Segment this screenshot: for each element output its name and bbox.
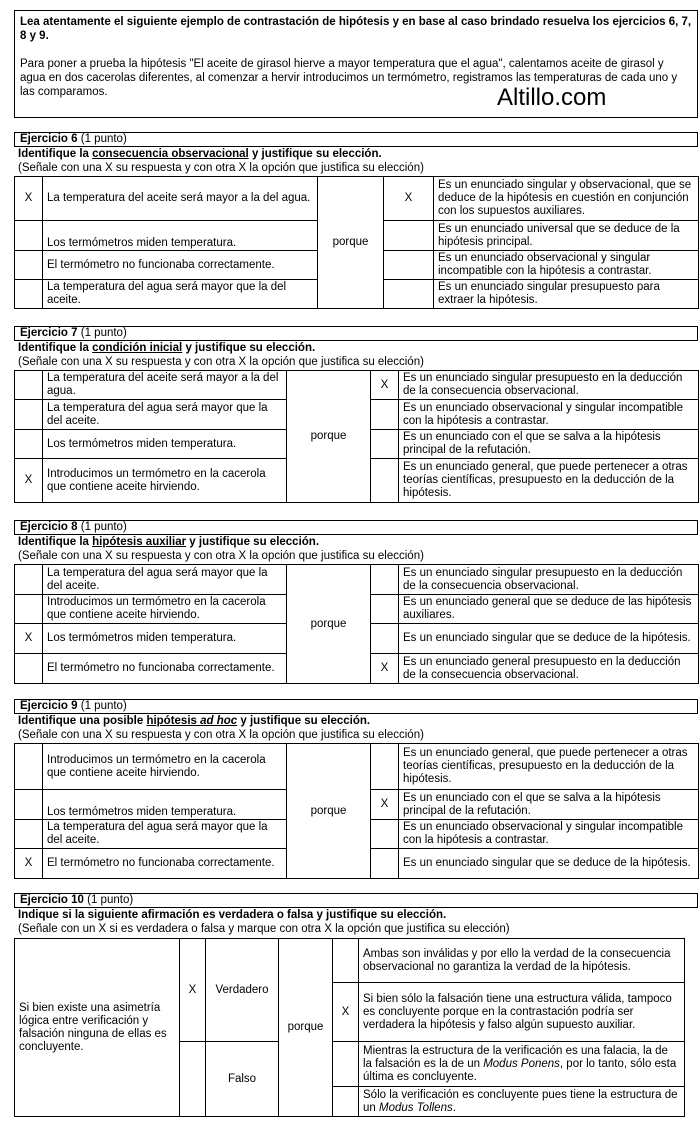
ex8-concept: hipótesis auxiliar: [92, 536, 187, 548]
ex9-right-option-4: Es un enunciado singular que se deduce de la hipótesis.: [399, 849, 699, 879]
ex7-left-option-4: Introducimos un termómetro en la cacerola que contiene aceite hirviendo.: [43, 459, 287, 503]
ex7-left-option-3: Los termómetros miden temperatura.: [43, 430, 287, 459]
ex9-left-option-1: Introducimos un termómetro en la cacerola que contiene aceite hirviendo.: [43, 744, 287, 790]
ex9-points: (1 punto): [80, 700, 127, 712]
ex10-header: [14, 893, 698, 908]
ex9-header: [14, 699, 698, 714]
ex7-left-mark-4[interactable]: X: [15, 459, 43, 503]
ex9-right-mark-4[interactable]: [371, 849, 399, 879]
ex8-porque: porque: [287, 565, 371, 684]
ex6-left-option-1: La temperatura del aceite será mayor a la del agua.: [43, 177, 318, 221]
ex6-left-mark-4[interactable]: [15, 280, 43, 309]
ex8-points: (1 punto): [80, 521, 127, 533]
ex10-false-label: Falso: [206, 1042, 279, 1117]
ex10-right-mark-1[interactable]: [333, 939, 359, 983]
ex7-header: [14, 326, 698, 341]
ex10-right-option-3: Mientras la estructura de la verificación es una falacia, la de la falsación es la de un Modus Ponens, por lo tanto, sólo esta última es concluyente.: [359, 1042, 685, 1087]
ex9-right-option-2: Es un enunciado con el que se salva a la hipótesis principal de la refutación.: [399, 790, 699, 820]
ex9-right-mark-1[interactable]: [371, 744, 399, 790]
ex10-table: [14, 938, 685, 1117]
ex7-left-mark-1[interactable]: [15, 371, 43, 400]
ex9-left-mark-3[interactable]: [15, 820, 43, 849]
ex9-left-option-3: La temperatura del agua será mayor que la del aceite.: [43, 820, 287, 849]
ex10-right-option-1: Ambas son inválidas y por ello la verdad de la consecuencia observacional no garantiza la verdad de la hipótesis.: [359, 939, 685, 983]
ex9-right-option-3: Es un enunciado observacional y singular incompatible con la hipótesis a contrastar.: [399, 820, 699, 849]
watermark: Altillo.com: [497, 84, 607, 111]
ex6-right-option-2: Es un enunciado universal que se deduce de la hipótesis principal.: [434, 221, 699, 251]
ex6-points: (1 punto): [80, 133, 127, 145]
ex7-title: Ejercicio 7: [20, 327, 78, 339]
ex6-right-option-1: Es un enunciado singular y observacional, que se deduce de la hipótesis en cuestión en conjunción con los supuestos auxiliares.: [434, 177, 699, 221]
ex9-concept-italic: ad hoc: [200, 715, 238, 727]
ex6-table: [14, 176, 699, 309]
ex8-sub: (Señale con una X su respuesta y con otra X la opción que justifica su elección): [18, 550, 424, 562]
ex6-left-mark-1[interactable]: X: [15, 177, 43, 221]
ex8-right-option-1: Es un enunciado singular presupuesto en la deducción de la consecuencia observacional.: [399, 565, 699, 595]
ex8-right-option-2: Es un enunciado general que se deduce de las hipótesis auxiliares.: [399, 595, 699, 624]
ex10-right-mark-2[interactable]: X: [333, 983, 359, 1042]
ex8-right-mark-4[interactable]: X: [371, 654, 399, 684]
ex8-title: Ejercicio 8: [20, 521, 78, 533]
ex10-true-label: Verdadero: [206, 939, 279, 1042]
ex8-right-option-4: Es un enunciado general presupuesto en la deducción de la consecuencia observacional.: [399, 654, 699, 684]
ex9-right-option-1: Es un enunciado general, que puede pertenecer a otras teorías científicas, presupuesto en la deducción de la hipótesis.: [399, 744, 699, 790]
ex7-right-mark-1[interactable]: X: [371, 371, 399, 400]
ex8-right-mark-3[interactable]: [371, 624, 399, 654]
ex6-left-mark-2[interactable]: [15, 221, 43, 251]
ex6-right-option-3: Es un enunciado observacional y singular incompatible con la hipótesis a contrastar.: [434, 251, 699, 280]
ex8-right-mark-2[interactable]: [371, 595, 399, 624]
ex7-right-mark-2[interactable]: [371, 400, 399, 430]
ex6-instruction: Identifique la consecuencia observacional y justifique su elección.: [18, 148, 382, 160]
ex10-false-mark[interactable]: [180, 1042, 206, 1117]
ex8-header: [14, 520, 698, 535]
ex7-left-mark-2[interactable]: [15, 400, 43, 430]
ex7-points: (1 punto): [80, 327, 127, 339]
ex9-concept: hipótesis: [146, 715, 197, 727]
ex9-left-option-4: El termómetro no funcionaba correctamente.: [43, 849, 287, 879]
ex10-instruction: Indique si la siguiente afirmación es verdadera o falsa y justifique su elección.: [18, 909, 447, 921]
ex9-right-mark-2[interactable]: X: [371, 790, 399, 820]
ex10-points: (1 punto): [87, 894, 134, 906]
ex8-left-option-1: La temperatura del agua será mayor que la del aceite.: [43, 565, 287, 595]
ex9-instruction: Identifique una posible hipótesis ad hoc y justifique su elección.: [18, 715, 371, 727]
ex8-left-option-4: El termómetro no funcionaba correctamente.: [43, 654, 287, 684]
ex9-left-mark-4[interactable]: X: [15, 849, 43, 879]
ex8-left-mark-4[interactable]: [15, 654, 43, 684]
ex9-left-option-2: Los termómetros miden temperatura.: [43, 790, 287, 820]
ex7-table: [14, 370, 699, 503]
ex9-porque: porque: [287, 744, 371, 879]
ex7-sub: (Señale con una X su respuesta y con otra X la opción que justifica su elección): [18, 356, 424, 368]
ex9-right-mark-3[interactable]: [371, 820, 399, 849]
ex6-left-mark-3[interactable]: [15, 251, 43, 280]
ex6-porque: porque: [318, 177, 384, 309]
ex8-left-mark-1[interactable]: [15, 565, 43, 595]
ex8-left-option-3: Los termómetros miden temperatura.: [43, 624, 287, 654]
ex7-instruction: Identifique la condición inicial y justifique su elección.: [18, 342, 316, 354]
ex9-title: Ejercicio 9: [20, 700, 78, 712]
ex7-left-mark-3[interactable]: [15, 430, 43, 459]
ex9-left-mark-2[interactable]: [15, 790, 43, 820]
ex7-concept: condición inicial: [92, 342, 183, 354]
ex10-title: Ejercicio 10: [20, 894, 84, 906]
ex10-true-mark[interactable]: X: [180, 939, 206, 1042]
ex6-right-mark-3[interactable]: [384, 251, 434, 280]
ex8-left-option-2: Introducimos un termómetro en la cacerola que contiene aceite hirviendo.: [43, 595, 287, 624]
ex10-statement: Si bien existe una asimetría lógica entre verificación y falsación ninguna de ellas es concluyente.: [15, 939, 180, 1117]
ex6-left-option-2: Los termómetros miden temperatura.: [43, 221, 318, 251]
ex10-right-option-2: Si bien sólo la falsación tiene una estructura válida, tampoco es concluyente porque en la contrastación podría ser verdadera la hipótesis y falso algún supuesto auxiliar.: [359, 983, 685, 1042]
ex10-porque: porque: [279, 939, 333, 1117]
ex6-title: Ejercicio 6: [20, 133, 78, 145]
ex10-sub: (Señale con un X si es verdadera o falsa y marque con otra X la opción que justifica su elección): [18, 923, 510, 935]
ex6-header: [14, 132, 698, 147]
ex8-instruction: Identifique la hipótesis auxiliar y justifique su elección.: [18, 536, 320, 548]
intro-paragraph: Para poner a prueba la hipótesis "El aceite de girasol hierve a mayor temperatura que el agua", calentamos aceite de girasol y agua en dos cacerolas diferentes, al comenzar a hervir introducimos un termómetro, registramos las temperaturas de cada uno y las comparamos.: [20, 58, 678, 98]
ex8-right-mark-1[interactable]: [371, 565, 399, 595]
ex7-right-option-3: Es un enunciado con el que se salva a la hipótesis principal de la refutación.: [399, 430, 699, 459]
ex10-right-mark-4[interactable]: [333, 1087, 359, 1117]
ex9-left-mark-1[interactable]: [15, 744, 43, 790]
ex7-left-option-2: La temperatura del agua será mayor que la del aceite.: [43, 400, 287, 430]
ex6-right-mark-4[interactable]: [384, 280, 434, 309]
ex8-left-mark-3[interactable]: X: [15, 624, 43, 654]
ex7-right-option-4: Es un enunciado general, que puede pertenecer a otras teorías científicas, presupuesto en la deducción de la hipótesis.: [399, 459, 699, 503]
ex7-left-option-1: La temperatura del aceite será mayor a la del agua.: [43, 371, 287, 400]
ex7-right-option-2: Es un enunciado observacional y singular incompatible con la hipótesis a contrastar.: [399, 400, 699, 430]
ex6-left-option-3: El termómetro no funcionaba correctamente.: [43, 251, 318, 280]
ex7-porque: porque: [287, 371, 371, 503]
intro-heading: Lea atentamente el siguiente ejemplo de contrastación de hipótesis y en base al caso brindado resuelva los ejercicios 6, 7, 8 y 9.: [20, 16, 692, 42]
ex9-sub: (Señale con una X su respuesta y con otra X la opción que justifica su elección): [18, 729, 424, 741]
ex7-right-option-1: Es un enunciado singular presupuesto en la deducción de la consecuencia observacional.: [399, 371, 699, 400]
ex9-table: [14, 743, 699, 879]
ex8-right-option-3: Es un enunciado singular que se deduce de la hipótesis.: [399, 624, 699, 654]
ex6-concept: consecuencia observacional: [92, 148, 249, 160]
ex6-right-option-4: Es un enunciado singular presupuesto para extraer la hipótesis.: [434, 280, 699, 309]
ex10-right-option-4: Sólo la verificación es concluyente pues tiene la estructura de un Modus Tollens.: [359, 1087, 685, 1117]
ex6-sub: (Señale con una X su respuesta y con otra X la opción que justifica su elección): [18, 162, 424, 174]
ex8-table: [14, 564, 699, 684]
ex6-right-mark-1[interactable]: X: [384, 177, 434, 221]
ex8-left-mark-2[interactable]: [15, 595, 43, 624]
ex10-right-mark-3[interactable]: [333, 1042, 359, 1087]
ex6-right-mark-2[interactable]: [384, 221, 434, 251]
ex7-right-mark-3[interactable]: [371, 430, 399, 459]
ex7-right-mark-4[interactable]: [371, 459, 399, 503]
ex6-left-option-4: La temperatura del agua será mayor que la del aceite.: [43, 280, 318, 309]
